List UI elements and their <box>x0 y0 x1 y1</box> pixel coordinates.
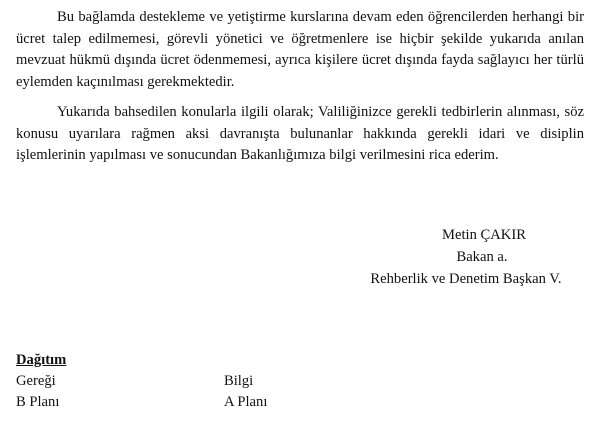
body-paragraph-1: Bu bağlamda destekleme ve yetiştirme kurslarına devam eden öğrencilerden herhangi bir ücret talep edilmemesi, görevli yönetici ve öğretmenlere ise hiçbir şekilde yukarıda anılan mevzuat hükmü dışında ücret ödenmemesi, ayrıca kişilere ücret dışında fayda sağlayıcı her türlü eylemden kaçınılması gerekmektedir. <box>16 9 584 90</box>
distribution-cell-info: A Planı <box>224 394 268 410</box>
distribution-heading: Dağıtım <box>16 352 67 368</box>
signatory-proxy: Bakan a. <box>456 249 508 265</box>
signatory-title: Rehberlik ve Denetim Başkan V. <box>370 271 562 287</box>
distribution-column-info: Bilgi <box>224 373 254 389</box>
signature-block <box>346 224 586 290</box>
body-paragraph-2: Yukarıda bahsedilen konularla ilgili olarak; Valiliğinizce gerekli tedbirlerin alınması, söz konusu uyarılara rağmen aksi davranışta bulunanlar hakkında gerekli idari ve disiplin işlemlerinin yapılması ve sonucundan Bakanlığımıza bilgi verilmesini rica ederim. <box>16 104 584 163</box>
distribution-list <box>16 350 416 413</box>
distribution-column-action: Gereği <box>16 373 56 389</box>
distribution-column-headers <box>16 371 416 392</box>
signatory-name: Metin ÇAKIR <box>442 227 526 243</box>
distribution-cell-action: B Planı <box>16 394 60 410</box>
distribution-row <box>16 392 416 413</box>
